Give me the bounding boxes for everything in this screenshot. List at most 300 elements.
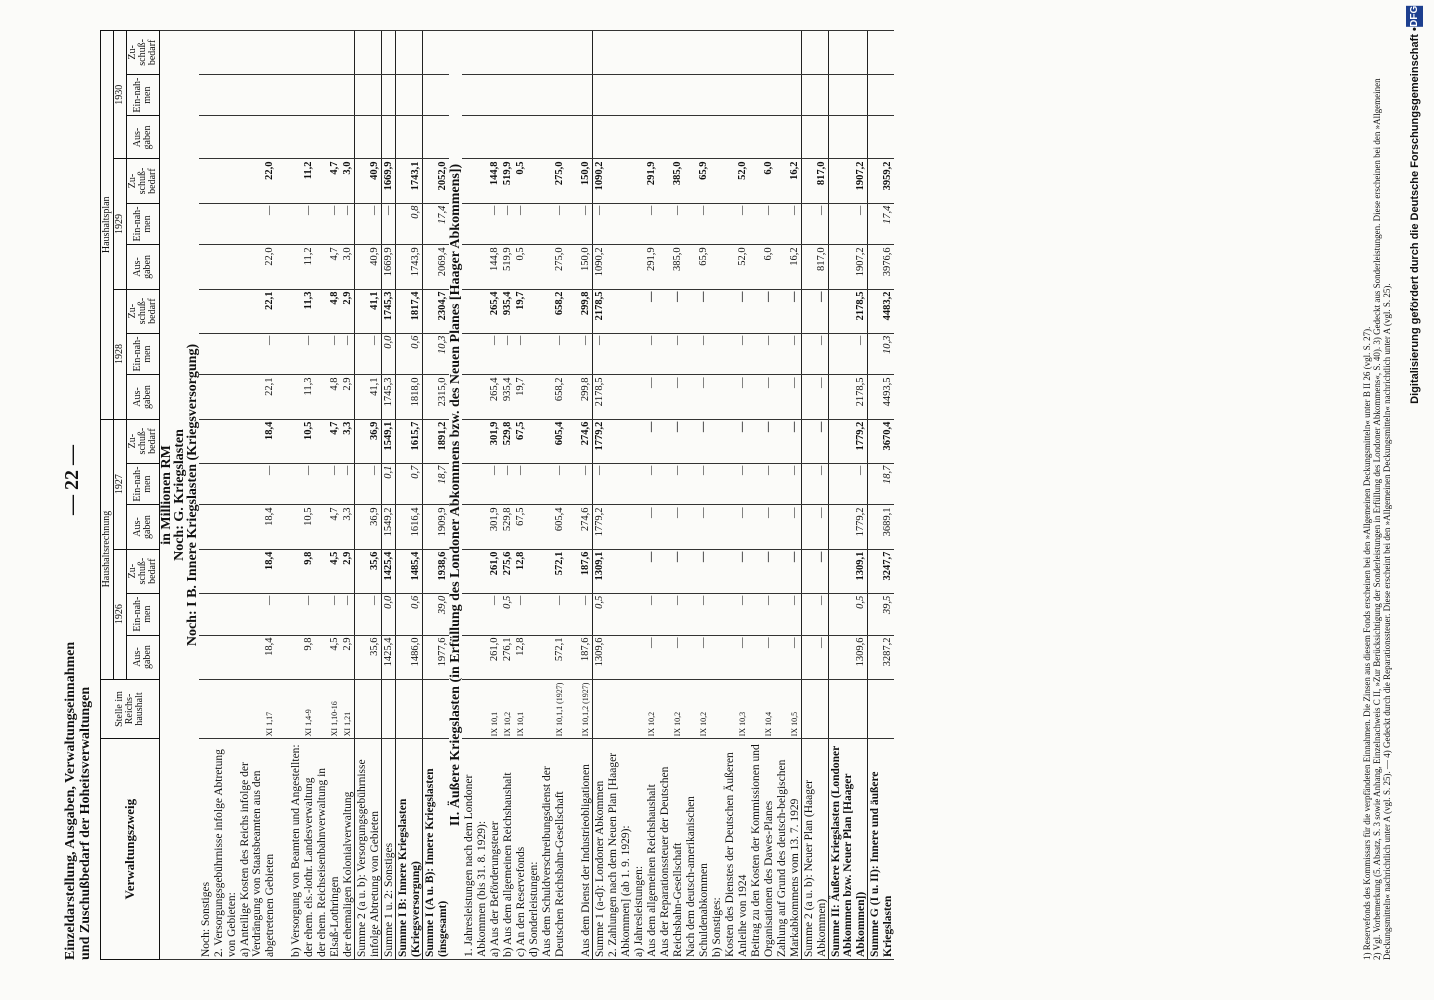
cell-ein-1927: — bbox=[302, 463, 315, 505]
cell-aus-1926 bbox=[276, 635, 302, 679]
cell-aus-1926: — bbox=[775, 635, 802, 679]
cell-zu-1930 bbox=[212, 31, 238, 75]
cell-zu-1927: 1549,1 bbox=[382, 419, 396, 463]
cell-zu-1929: 52,0 bbox=[723, 159, 749, 203]
cell-ein-1928: — bbox=[238, 333, 276, 375]
cell-zu-1930 bbox=[315, 31, 341, 75]
cell-zu-1927: — bbox=[775, 419, 802, 463]
table-row bbox=[341, 31, 355, 960]
cell-ein-1929: — bbox=[829, 203, 868, 245]
row-label: Noch: Sonstiges bbox=[199, 739, 212, 960]
table-row bbox=[212, 31, 238, 960]
cell-zu-1928: 2178,5 bbox=[829, 289, 868, 333]
cell-ein-1928: — bbox=[593, 333, 607, 375]
cell-aus-1927: — bbox=[645, 505, 658, 549]
cell-aus-1928: 19,7 bbox=[514, 375, 527, 419]
table-row bbox=[606, 31, 632, 960]
cell-ein-1930 bbox=[802, 74, 829, 116]
cell-aus-1928: — bbox=[775, 375, 802, 419]
digitization-note bbox=[1406, 6, 1426, 404]
table-row bbox=[645, 31, 658, 960]
cell-aus-1927: 3,3 bbox=[341, 505, 355, 549]
cell-zu-1926 bbox=[710, 549, 723, 593]
table-row bbox=[488, 31, 501, 960]
cell-zu-1926: — bbox=[775, 549, 802, 593]
subheader-ein-1930: Ein-nah-men bbox=[127, 74, 160, 116]
cell-aus-1930 bbox=[514, 116, 527, 159]
cell-ein-1928: — bbox=[802, 333, 829, 375]
row-stelle: IX 10,1,2 (1927) bbox=[566, 679, 593, 739]
cell-ein-1929: — bbox=[355, 203, 382, 245]
cell-aus-1926 bbox=[212, 635, 238, 679]
cell-ein-1928: — bbox=[684, 333, 710, 375]
cell-aus-1928: — bbox=[645, 375, 658, 419]
row-stelle: XI 1,10-16 bbox=[315, 679, 341, 739]
cell-aus-1926 bbox=[199, 635, 212, 679]
cell-aus-1927: 1779,2 bbox=[829, 505, 868, 549]
cell-zu-1927: 1891,2 bbox=[423, 419, 450, 463]
cell-aus-1930 bbox=[341, 116, 355, 159]
row-stelle bbox=[212, 679, 238, 739]
row-stelle bbox=[868, 679, 895, 739]
row-label: Summe I B: Innere Kriegslasten (Kriegsversorgung) bbox=[396, 739, 423, 960]
subheader-zu-1926: Zu-schuß-bedarf bbox=[127, 549, 160, 593]
cell-aus-1928: 11,3 bbox=[302, 375, 315, 419]
cell-aus-1930 bbox=[355, 116, 382, 159]
cell-aus-1926: 3287,2 bbox=[868, 635, 895, 679]
cell-zu-1930 bbox=[775, 31, 802, 75]
cell-aus-1926: 18,4 bbox=[238, 635, 276, 679]
digitization-text: Digitalisierung gefördert durch die Deutsche Forschungsgemeinschaft • bbox=[1409, 27, 1421, 404]
subheader-aus-1928: Aus-gaben bbox=[127, 375, 160, 419]
cell-zu-1930 bbox=[802, 31, 829, 75]
header-plan: Haushaltsplan bbox=[101, 31, 114, 420]
cell-aus-1927: 1909,9 bbox=[423, 505, 450, 549]
cell-ein-1930 bbox=[396, 74, 423, 116]
cell-zu-1929: 817,0 bbox=[802, 159, 829, 203]
cell-ein-1928 bbox=[462, 333, 488, 375]
page-header bbox=[55, 30, 105, 960]
cell-aus-1927: 605,4 bbox=[540, 505, 566, 549]
cell-aus-1927 bbox=[462, 505, 488, 549]
table-row bbox=[302, 31, 315, 960]
cell-aus-1926: — bbox=[749, 635, 775, 679]
cell-aus-1930 bbox=[632, 116, 645, 159]
cell-ein-1929: — bbox=[645, 203, 658, 245]
cell-ein-1929 bbox=[710, 203, 723, 245]
cell-zu-1930 bbox=[488, 31, 501, 75]
cell-zu-1930 bbox=[829, 31, 868, 75]
year-1930: 1930 bbox=[114, 31, 127, 160]
cell-ein-1927: — bbox=[238, 463, 276, 505]
cell-ein-1930 bbox=[527, 74, 540, 116]
cell-ein-1927 bbox=[462, 463, 488, 505]
cell-ein-1930 bbox=[423, 74, 450, 116]
cell-ein-1929: — bbox=[684, 203, 710, 245]
year-1928: 1928 bbox=[114, 289, 127, 419]
cell-zu-1926: — bbox=[802, 549, 829, 593]
cell-aus-1928: 2,9 bbox=[341, 375, 355, 419]
cell-zu-1927: — bbox=[658, 419, 684, 463]
cell-aus-1930 bbox=[315, 116, 341, 159]
row-stelle bbox=[396, 679, 423, 739]
cell-zu-1926: 35,6 bbox=[355, 549, 382, 593]
cell-zu-1928 bbox=[276, 289, 302, 333]
subheader-ein-1929: Ein-nah-men bbox=[127, 203, 160, 245]
cell-zu-1929: 1907,2 bbox=[829, 159, 868, 203]
cell-aus-1927: — bbox=[802, 505, 829, 549]
cell-aus-1928: — bbox=[658, 375, 684, 419]
cell-ein-1930 bbox=[355, 74, 382, 116]
cell-aus-1929 bbox=[199, 245, 212, 289]
cell-aus-1927: 36,9 bbox=[355, 505, 382, 549]
cell-zu-1927: 301,9 bbox=[488, 419, 501, 463]
cell-aus-1926: 1486,0 bbox=[396, 635, 423, 679]
cell-ein-1927: — bbox=[341, 463, 355, 505]
cell-zu-1928: — bbox=[802, 289, 829, 333]
cell-ein-1927 bbox=[710, 463, 723, 505]
cell-ein-1926 bbox=[632, 593, 645, 635]
table-row bbox=[462, 31, 488, 960]
footnote-2: 2) Vgl. Vorbemerkung (5. Absatz, S. 3 sowie Anhang, Einzelnachweis C II, »Zur Berücksichtigung der Sonderleistungen in Erfüllung des Londoner Abkommens«, S. 40). 3) Gedeckt aus Sonderleistungen. Diese erscheinen bei den »Allgemeinen Deckungsmitteln« nachrichtlich unter A (vgl. S. 25). — 4) Gedeckt durch die Reparationssteuer. Diese erscheint bei den »Allgemeinen Deckungsmitteln« nachrichtlich unter A (vgl. S. 25). bbox=[1372, 78, 1392, 960]
cell-aus-1929: 385,0 bbox=[658, 245, 684, 289]
row-stelle bbox=[355, 679, 382, 739]
cell-ein-1926: 39,5 bbox=[868, 593, 895, 635]
page-number: — 22 — bbox=[61, 445, 83, 515]
cell-zu-1926: 187,6 bbox=[566, 549, 593, 593]
cell-zu-1926 bbox=[606, 549, 632, 593]
table-row bbox=[593, 31, 607, 960]
cell-ein-1926: — bbox=[658, 593, 684, 635]
cell-aus-1930 bbox=[645, 116, 658, 159]
row-label: der ehemaligen Kolonialverwaltung bbox=[341, 739, 355, 960]
subheader-ein-1927: Ein-nah-men bbox=[127, 463, 160, 505]
cell-ein-1930 bbox=[540, 74, 566, 116]
cell-aus-1930 bbox=[566, 116, 593, 159]
cell-zu-1928: 2,9 bbox=[341, 289, 355, 333]
cell-ein-1930 bbox=[382, 74, 396, 116]
cell-zu-1927: 36,9 bbox=[355, 419, 382, 463]
row-label: a) Jahresleistungen: bbox=[632, 739, 645, 960]
cell-aus-1930 bbox=[276, 116, 302, 159]
cell-zu-1929 bbox=[462, 159, 488, 203]
cell-zu-1927: — bbox=[749, 419, 775, 463]
year-1926: 1926 bbox=[114, 549, 127, 679]
cell-ein-1930 bbox=[645, 74, 658, 116]
page-title: Einzeldarstellung, Ausgaben, Verwaltungseinnahmen und Zuschußbedarf der Hoheitsverwaltungen bbox=[63, 641, 93, 960]
cell-aus-1927 bbox=[710, 505, 723, 549]
table-body bbox=[160, 31, 895, 960]
cell-aus-1928: 22,1 bbox=[238, 375, 276, 419]
cell-zu-1927: — bbox=[645, 419, 658, 463]
cell-zu-1929: 4,7 bbox=[315, 159, 341, 203]
cell-ein-1927: — bbox=[566, 463, 593, 505]
year-1927: 1927 bbox=[114, 419, 127, 549]
row-label: Summe 2 (a u. b): Versorgungsgebührnisse infolge Abtretung von Gebieten bbox=[355, 739, 382, 960]
cell-aus-1926 bbox=[632, 635, 645, 679]
cell-ein-1928: — bbox=[749, 333, 775, 375]
cell-ein-1930 bbox=[749, 74, 775, 116]
row-stelle: XI 1,21 bbox=[341, 679, 355, 739]
cell-zu-1928: 265,4 bbox=[488, 289, 501, 333]
section-ii-title bbox=[449, 31, 462, 960]
cell-zu-1928: 19,7 bbox=[514, 289, 527, 333]
cell-ein-1930 bbox=[315, 74, 341, 116]
cell-ein-1927: 0,7 bbox=[396, 463, 423, 505]
cell-zu-1930 bbox=[606, 31, 632, 75]
cell-ein-1927: — bbox=[514, 463, 527, 505]
cell-ein-1927 bbox=[276, 463, 302, 505]
row-label: Summe II: Äußere Kriegslasten (Londoner Abkommen bzw. Neuer Plan [Haager Abkommen]) bbox=[829, 739, 868, 960]
cell-zu-1930 bbox=[684, 31, 710, 75]
cell-ein-1930 bbox=[710, 74, 723, 116]
cell-ein-1928: — bbox=[775, 333, 802, 375]
cell-zu-1927: 67,5 bbox=[514, 419, 527, 463]
cell-zu-1927: 1615,7 bbox=[396, 419, 423, 463]
cell-zu-1927: 18,4 bbox=[238, 419, 276, 463]
cell-zu-1926: 572,1 bbox=[540, 549, 566, 593]
cell-ein-1926 bbox=[199, 593, 212, 635]
cell-ein-1929 bbox=[632, 203, 645, 245]
cell-aus-1928: — bbox=[749, 375, 775, 419]
section-ib-title bbox=[186, 31, 199, 960]
cell-aus-1928: 2178,5 bbox=[829, 375, 868, 419]
row-label: Summe 1 (a-d): Londoner Abkommen bbox=[593, 739, 607, 960]
cell-ein-1926: — bbox=[341, 593, 355, 635]
cell-aus-1927: 1549,2 bbox=[382, 505, 396, 549]
unit-row bbox=[160, 31, 174, 960]
cell-zu-1927: — bbox=[723, 419, 749, 463]
cell-aus-1928: — bbox=[723, 375, 749, 419]
cell-zu-1928 bbox=[606, 289, 632, 333]
cell-zu-1926 bbox=[199, 549, 212, 593]
row-label: c) An den Reservefonds bbox=[514, 739, 527, 960]
cell-zu-1929: 11,2 bbox=[302, 159, 315, 203]
table-row bbox=[540, 31, 566, 960]
row-label: a) Anteilige Kosten des Reichs infolge der Verdrängung von Staatsbeamten aus den abgetretenen Gebieten bbox=[238, 739, 276, 960]
cell-aus-1930 bbox=[829, 116, 868, 159]
cell-zu-1928: 299,8 bbox=[566, 289, 593, 333]
cell-ein-1929 bbox=[212, 203, 238, 245]
row-stelle bbox=[199, 679, 212, 739]
cell-ein-1930 bbox=[462, 74, 488, 116]
cell-zu-1926: 275,6 bbox=[501, 549, 514, 593]
cell-zu-1929: 2052,0 bbox=[423, 159, 450, 203]
cell-ein-1928: — bbox=[723, 333, 749, 375]
footnotes bbox=[1362, 40, 1392, 960]
cell-aus-1928: 2315,0 bbox=[423, 375, 450, 419]
cell-aus-1926: 35,6 bbox=[355, 635, 382, 679]
cell-aus-1930 bbox=[396, 116, 423, 159]
cell-aus-1929: 2069,4 bbox=[423, 245, 450, 289]
cell-ein-1926: — bbox=[315, 593, 341, 635]
table-row bbox=[382, 31, 396, 960]
cell-zu-1926 bbox=[462, 549, 488, 593]
cell-zu-1927 bbox=[462, 419, 488, 463]
cell-ein-1927: 0,1 bbox=[382, 463, 396, 505]
subheader-zu-1927: Zu-schuß-bedarf bbox=[127, 419, 160, 463]
cell-zu-1926: 2,9 bbox=[341, 549, 355, 593]
cell-ein-1927: — bbox=[501, 463, 514, 505]
cell-ein-1928: — bbox=[829, 333, 868, 375]
cell-zu-1928: — bbox=[749, 289, 775, 333]
cell-zu-1930 bbox=[540, 31, 566, 75]
cell-zu-1927 bbox=[632, 419, 645, 463]
cell-aus-1929 bbox=[710, 245, 723, 289]
cell-ein-1926 bbox=[462, 593, 488, 635]
cell-ein-1929 bbox=[199, 203, 212, 245]
cell-ein-1929: 0,8 bbox=[396, 203, 423, 245]
cell-zu-1930 bbox=[868, 31, 895, 75]
cell-zu-1926: 1309,1 bbox=[829, 549, 868, 593]
cell-zu-1929: 3959,2 bbox=[868, 159, 895, 203]
cell-ein-1926 bbox=[606, 593, 632, 635]
cell-ein-1927 bbox=[212, 463, 238, 505]
cell-zu-1930 bbox=[276, 31, 302, 75]
cell-zu-1930 bbox=[514, 31, 527, 75]
cell-ein-1929 bbox=[462, 203, 488, 245]
cell-aus-1927: 18,4 bbox=[238, 505, 276, 549]
subheader-aus-1927: Aus-gaben bbox=[127, 505, 160, 549]
cell-zu-1930 bbox=[632, 31, 645, 75]
section-ib-title-text: Noch: I B. Innere Kriegslasten (Kriegsversorgung) bbox=[186, 31, 199, 960]
cell-aus-1928 bbox=[462, 375, 488, 419]
cell-aus-1929: 291,9 bbox=[645, 245, 658, 289]
cell-zu-1927 bbox=[199, 419, 212, 463]
cell-aus-1930 bbox=[658, 116, 684, 159]
row-stelle: IX 10,5 bbox=[775, 679, 802, 739]
cell-aus-1929: 3976,6 bbox=[868, 245, 895, 289]
cell-aus-1930 bbox=[423, 116, 450, 159]
cell-aus-1926: — bbox=[802, 635, 829, 679]
cell-aus-1930 bbox=[212, 116, 238, 159]
header-zweig: Verwaltungszweig bbox=[101, 739, 160, 960]
cell-zu-1930 bbox=[396, 31, 423, 75]
cell-zu-1928 bbox=[527, 289, 540, 333]
cell-aus-1926: 1309,6 bbox=[829, 635, 868, 679]
cell-ein-1928: 0,0 bbox=[382, 333, 396, 375]
cell-ein-1927: 18,7 bbox=[868, 463, 895, 505]
cell-ein-1929: 17,4 bbox=[868, 203, 895, 245]
cell-aus-1927: — bbox=[775, 505, 802, 549]
cell-aus-1928 bbox=[199, 375, 212, 419]
cell-aus-1929 bbox=[212, 245, 238, 289]
table-row bbox=[829, 31, 868, 960]
cell-ein-1926: 0,5 bbox=[501, 593, 514, 635]
row-label: d) Sonderleistungen: bbox=[527, 739, 540, 960]
cell-zu-1927 bbox=[606, 419, 632, 463]
cell-zu-1928: 22,1 bbox=[238, 289, 276, 333]
subheader-aus-1929: Aus-gaben bbox=[127, 245, 160, 289]
cell-ein-1929: — bbox=[488, 203, 501, 245]
cell-ein-1928 bbox=[527, 333, 540, 375]
cell-ein-1929: — bbox=[658, 203, 684, 245]
cell-aus-1930 bbox=[684, 116, 710, 159]
header-rechnung: Haushaltsrechnung bbox=[101, 419, 114, 679]
cell-ein-1928: — bbox=[645, 333, 658, 375]
cell-zu-1926: 1938,6 bbox=[423, 549, 450, 593]
cell-zu-1928: 658,2 bbox=[540, 289, 566, 333]
cell-zu-1928: 4483,2 bbox=[868, 289, 895, 333]
cell-ein-1928: — bbox=[540, 333, 566, 375]
cell-ein-1926: — bbox=[684, 593, 710, 635]
cell-aus-1929: 1907,2 bbox=[829, 245, 868, 289]
cell-aus-1928: 1745,3 bbox=[382, 375, 396, 419]
cell-ein-1926 bbox=[276, 593, 302, 635]
dfg-logo: DFG bbox=[1406, 6, 1423, 27]
cell-ein-1926: — bbox=[514, 593, 527, 635]
cell-ein-1929: — bbox=[540, 203, 566, 245]
cell-zu-1930 bbox=[749, 31, 775, 75]
row-label: Beitrag zu den Kosten der Kommissionen und Organisationen des Dawes-Planes bbox=[749, 739, 775, 960]
cell-ein-1928 bbox=[276, 333, 302, 375]
cell-aus-1926: 9,8 bbox=[302, 635, 315, 679]
cell-ein-1929: — bbox=[514, 203, 527, 245]
cell-ein-1927: — bbox=[749, 463, 775, 505]
cell-aus-1928 bbox=[632, 375, 645, 419]
cell-ein-1929: — bbox=[382, 203, 396, 245]
footnote-1: 1) Reservefonds des Kommissars für die verpfändeten Einnahmen. Die Zinsen aus diesem Fonds erscheinen bei den »Allgemeinen Deckungsmitteln« unter B II 26 (vgl. S. 27). bbox=[1362, 326, 1372, 960]
cell-ein-1928: — bbox=[514, 333, 527, 375]
cell-aus-1926: — bbox=[658, 635, 684, 679]
cell-aus-1928: 658,2 bbox=[540, 375, 566, 419]
row-label: b) Versorgung von Beamten und Angestellten: bbox=[276, 739, 302, 960]
row-stelle: IX 10,1,1 (1927) bbox=[540, 679, 566, 739]
cell-aus-1930 bbox=[462, 116, 488, 159]
cell-aus-1927 bbox=[606, 505, 632, 549]
cell-ein-1928: 10,3 bbox=[423, 333, 450, 375]
cell-aus-1927: — bbox=[658, 505, 684, 549]
cell-zu-1929: 519,9 bbox=[501, 159, 514, 203]
row-label: Summe 2 (a u. b): Neuer Plan (Haager Abkommen) bbox=[802, 739, 829, 960]
cell-zu-1929: 144,8 bbox=[488, 159, 501, 203]
cell-ein-1926: — bbox=[723, 593, 749, 635]
cell-aus-1928 bbox=[276, 375, 302, 419]
cell-ein-1929: — bbox=[501, 203, 514, 245]
cell-aus-1926: 261,0 bbox=[488, 635, 501, 679]
cell-aus-1926 bbox=[606, 635, 632, 679]
cell-aus-1929: 40,9 bbox=[355, 245, 382, 289]
cell-aus-1930 bbox=[606, 116, 632, 159]
row-stelle bbox=[423, 679, 450, 739]
cell-zu-1927 bbox=[276, 419, 302, 463]
cell-aus-1927: — bbox=[749, 505, 775, 549]
cell-zu-1930 bbox=[462, 31, 488, 75]
cell-ein-1929: — bbox=[775, 203, 802, 245]
cell-aus-1930 bbox=[710, 116, 723, 159]
cell-aus-1928: — bbox=[684, 375, 710, 419]
cell-aus-1928 bbox=[606, 375, 632, 419]
cell-zu-1930 bbox=[238, 31, 276, 75]
cell-zu-1926 bbox=[527, 549, 540, 593]
subheader-ein-1926: Ein-nah-men bbox=[127, 593, 160, 635]
cell-zu-1928: 2304,7 bbox=[423, 289, 450, 333]
cell-aus-1926: 12,8 bbox=[514, 635, 527, 679]
cell-aus-1927: 67,5 bbox=[514, 505, 527, 549]
cell-zu-1926 bbox=[212, 549, 238, 593]
cell-zu-1927: — bbox=[684, 419, 710, 463]
table-row bbox=[276, 31, 302, 960]
row-label: Kosten des Dienstes der Deutschen Äußeren Anleihe von 1924 bbox=[723, 739, 749, 960]
cell-aus-1930 bbox=[775, 116, 802, 159]
cell-ein-1930 bbox=[514, 74, 527, 116]
table-row bbox=[868, 31, 895, 960]
cell-aus-1929: 16,2 bbox=[775, 245, 802, 289]
cell-aus-1927: 1779,2 bbox=[593, 505, 607, 549]
cell-zu-1928: — bbox=[775, 289, 802, 333]
cell-ein-1929: — bbox=[302, 203, 315, 245]
cell-ein-1929: — bbox=[802, 203, 829, 245]
